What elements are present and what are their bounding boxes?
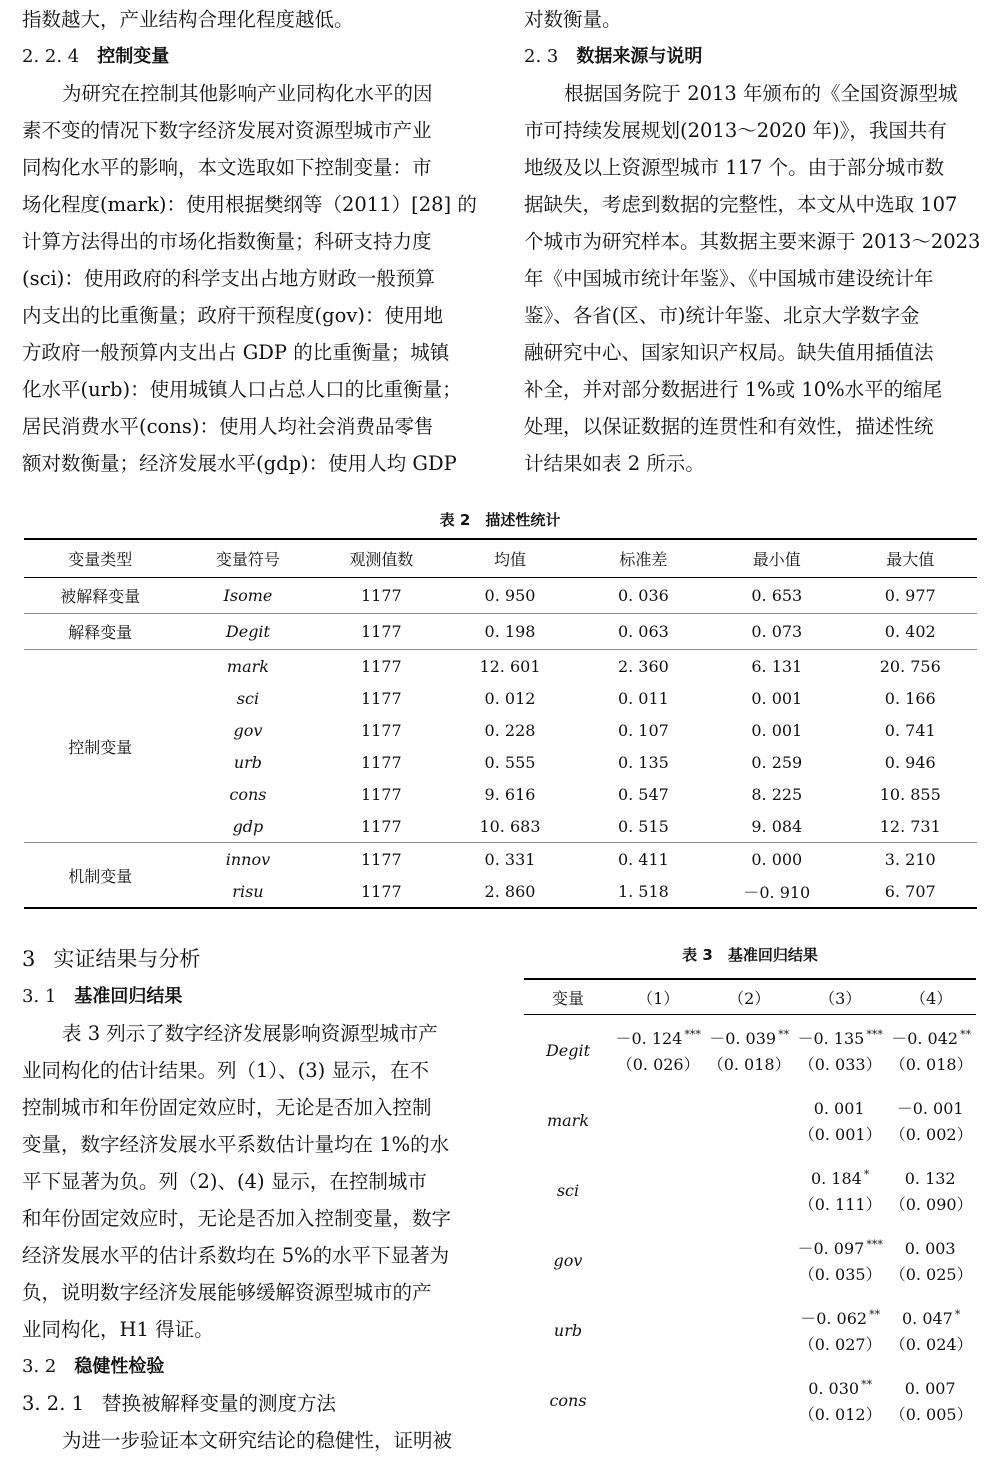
min-value: 0. 073 [710, 614, 843, 650]
coefficient: 0. 047 [901, 1309, 953, 1328]
variable-name: sci [556, 1180, 580, 1200]
section-heading-3-2-1 [22, 1385, 480, 1422]
heading-number: 3. 1 [22, 986, 57, 1007]
significance-stars: ** [778, 1028, 790, 1041]
mean-value: 0. 555 [484, 752, 536, 772]
heading-number: 3. 2 [22, 1356, 57, 1377]
column-header: 观测值数 [319, 539, 443, 578]
standard-error: （0. 033） [798, 1055, 882, 1074]
body-text-line: 对数衡量。 [524, 8, 622, 31]
obs-count: 1177 [319, 578, 443, 614]
variable-symbol: Isome [176, 578, 319, 614]
mean-value: 2. 860 [443, 875, 576, 908]
mean-value: 10. 683 [443, 810, 576, 843]
coef-cell [704, 1085, 794, 1155]
coef-cell [704, 1225, 794, 1295]
table-header-row [524, 979, 976, 1015]
paragraph-line: 计算方法得出的市场化指数衡量；科研支持力度 [22, 230, 432, 253]
paragraph-line: 场化程度(mark)：使用根据樊纲等（2011）[28] 的 [22, 193, 477, 216]
max-value: 10. 855 [879, 784, 941, 804]
coefficient: －0. 001 [896, 1099, 964, 1118]
std-value: 0. 515 [577, 810, 710, 843]
coefficient: －0. 039 [709, 1029, 777, 1048]
obs-count: 1177 [360, 752, 402, 772]
paragraph-line: 融研究中心、国家知识产权局。缺失值用插值法 [524, 341, 934, 364]
heading-text: 数据来源与说明 [576, 46, 703, 67]
paragraph-line: 居民消费水平(cons)：使用人均社会消费品零售 [22, 415, 434, 438]
std-value: 0. 107 [617, 720, 669, 740]
body-text-line: 指数越大，产业结构合理化程度越低。 [22, 8, 354, 31]
table-row [524, 1225, 976, 1295]
max-value: 3. 210 [884, 849, 936, 869]
paragraph-line: 年《中国城市统计年鉴》、《中国城市建设统计年 [524, 267, 934, 290]
section-heading-2-2-4 [22, 38, 480, 75]
variable-symbol: cons [229, 784, 267, 804]
paragraph-line: 额对数衡量；经济发展水平(gdp)：使用人均 GDP [22, 452, 457, 475]
paragraph-line: 平下显著为负。列（2)、(4) 显示，在控制城市 [22, 1170, 427, 1193]
mean-value: 0. 331 [484, 849, 536, 869]
table-row [524, 1085, 976, 1155]
coef-cell [612, 1155, 704, 1225]
max-value: 0. 977 [844, 578, 978, 614]
paragraph-line: 为研究在控制其他影响产业同构化水平的因 [62, 82, 433, 105]
paragraph-line: 经济发展水平的估计系数均在 5%的水平下显著为 [22, 1244, 450, 1267]
variable-name: urb [553, 1320, 583, 1340]
standard-error: （0. 025） [889, 1265, 973, 1284]
heading-number: 2. 3 [524, 46, 559, 67]
min-value: 9. 084 [710, 810, 843, 843]
heading-number: 3 [22, 947, 36, 971]
coef-cell [886, 1155, 976, 1225]
max-value: 12. 731 [844, 810, 978, 843]
paragraph-line: 鉴》、各省(区、市)统计年鉴、北京大学数字金 [524, 304, 920, 327]
column-header: 最大值 [844, 539, 978, 578]
coef-cell [794, 1155, 886, 1225]
coef-cell [886, 1365, 976, 1435]
standard-error: （0. 035） [798, 1265, 882, 1284]
variable-name: mark [546, 1110, 590, 1130]
paragraph-line: 同构化水平的影响，本文选取如下控制变量：市 [22, 156, 432, 179]
standard-error: （0. 018） [707, 1055, 791, 1074]
min-value: 0. 653 [710, 578, 843, 614]
paragraph-line: 内支出的比重衡量；政府干预程度(gov)：使用地 [22, 304, 443, 327]
coefficient: 0. 003 [904, 1239, 956, 1258]
standard-error: （0. 005） [889, 1405, 973, 1424]
paragraph-line: 变量，数字经济发展水平系数估计量均在 1%的水 [22, 1133, 450, 1156]
standard-error: （0. 012） [798, 1405, 882, 1424]
table-row [524, 1295, 976, 1365]
max-value: 6. 707 [844, 875, 978, 908]
min-value: 0. 001 [751, 688, 803, 708]
heading-text: 基准回归结果 [74, 986, 183, 1007]
heading-number: 3. 2. 1 [22, 1392, 85, 1415]
baseline-results-paragraph [22, 1015, 480, 1348]
section-heading-3-1 [22, 978, 480, 1015]
coefficient: －0. 135 [797, 1029, 865, 1048]
control-variables-paragraph [22, 75, 480, 482]
mean-value: 0. 198 [443, 614, 576, 650]
standard-error: （0. 111） [798, 1195, 882, 1214]
coef-cell [886, 1295, 976, 1365]
standard-error: （0. 002） [889, 1125, 973, 1144]
obs-count: 1177 [319, 810, 443, 843]
min-value: 0. 259 [751, 752, 803, 772]
table-row [24, 843, 977, 876]
coefficient: 0. 007 [904, 1379, 956, 1398]
column-header: （1） [612, 979, 704, 1015]
section-heading-3-2 [22, 1348, 480, 1385]
variable-name: cons [549, 1390, 587, 1410]
column-header: （3） [794, 979, 886, 1015]
coefficient: －0. 062 [800, 1309, 868, 1328]
significance-stars: *** [866, 1238, 883, 1251]
column-header: 变量类型 [24, 539, 176, 578]
coef-cell [612, 1295, 704, 1365]
coefficient: －0. 042 [891, 1029, 959, 1048]
coef-cell [612, 1225, 704, 1295]
heading-number: 2. 2. 4 [22, 46, 80, 67]
obs-count: 1177 [319, 614, 443, 650]
max-value: 20. 756 [879, 656, 941, 676]
standard-error: （0. 026） [616, 1055, 700, 1074]
variable-name: Degit [545, 1040, 591, 1060]
paragraph-line: 地级及以上资源型城市 117 个。由于部分城市数 [524, 156, 945, 179]
coef-cell [612, 1365, 704, 1435]
coefficient: 0. 184 [810, 1169, 862, 1188]
column-header: （2） [704, 979, 794, 1015]
variable-type: 控制变量 [24, 650, 176, 843]
paragraph-line: 据缺失，考虑到数据的完整性，本文从中选取 107 [524, 193, 958, 216]
mean-value: 0. 950 [443, 578, 576, 614]
heading-text: 控制变量 [97, 46, 170, 67]
coef-cell [612, 1085, 704, 1155]
section-heading-3 [22, 940, 480, 978]
std-value: 1. 518 [577, 875, 710, 908]
variable-symbol: gov [233, 720, 263, 740]
table-row [524, 1155, 976, 1225]
std-value: 0. 411 [617, 849, 669, 869]
paragraph-line: 表 3 列示了数字经济发展影响资源型城市产 [62, 1022, 438, 1045]
obs-count: 1177 [360, 656, 402, 676]
coef-cell [794, 1015, 886, 1086]
min-value: －0. 910 [710, 875, 843, 908]
paragraph-line: 处理，以保证数据的连贯性和有效性，描述性统 [524, 415, 934, 438]
std-value: 0. 135 [617, 752, 669, 772]
coefficient: 0. 001 [813, 1099, 865, 1118]
significance-stars: *** [684, 1028, 701, 1041]
significance-stars: * [863, 1168, 870, 1181]
std-value: 0. 036 [577, 578, 710, 614]
paragraph-line: 市可持续发展规划(2013～2020 年)》，我国共有 [524, 119, 947, 142]
max-value: 0. 402 [844, 614, 978, 650]
coef-cell [886, 1015, 976, 1086]
variable-symbol: sci [236, 688, 260, 708]
paragraph-line: 业同构化的估计结果。列（1）、(3) 显示，在不 [22, 1059, 429, 1082]
significance-stars: ** [869, 1308, 881, 1321]
std-value: 2. 360 [617, 656, 669, 676]
column-header: 变量符号 [176, 539, 319, 578]
variable-type: 被解释变量 [24, 578, 176, 614]
variable-symbol: urb [233, 752, 263, 772]
significance-stars: *** [866, 1028, 883, 1041]
significance-stars: * [954, 1308, 961, 1321]
coef-cell [794, 1085, 886, 1155]
baseline-regression-table [524, 978, 976, 1435]
coef-cell [612, 1015, 704, 1086]
standard-error: （0. 090） [889, 1195, 973, 1214]
coef-cell [704, 1155, 794, 1225]
mean-value: 9. 616 [484, 784, 536, 804]
paragraph-line: 根据国务院于 2013 年颁布的《全国资源型城 [564, 82, 958, 105]
max-value: 0. 166 [884, 688, 936, 708]
variable-symbol: innov [225, 849, 271, 869]
max-value: 0. 741 [884, 720, 936, 740]
table-row [24, 650, 977, 683]
heading-text: 替换被解释变量的测度方法 [102, 1392, 337, 1415]
paragraph-line: 和年份固定效应时，无论是否加入控制变量，数字 [22, 1207, 452, 1230]
section-heading-2-3 [524, 38, 980, 75]
std-value: 0. 063 [577, 614, 710, 650]
variable-symbol: risu [176, 875, 319, 908]
coefficient: 0. 132 [904, 1169, 956, 1188]
paragraph-line: 计结果如表 2 所示。 [524, 452, 705, 475]
coef-cell [704, 1365, 794, 1435]
variable-symbol: mark [226, 656, 269, 676]
variable-symbol: Degit [176, 614, 319, 650]
coefficient: －0. 124 [615, 1029, 683, 1048]
variable-symbol: gdp [176, 810, 319, 843]
coef-cell [704, 1015, 794, 1086]
standard-error: （0. 001） [798, 1125, 882, 1144]
paragraph-line: 化水平(urb)：使用城镇人口占总人口的比重衡量； [22, 378, 462, 401]
obs-count: 1177 [360, 784, 402, 804]
paragraph-line: (sci)：使用政府的科学支出占地方财政一般预算 [22, 267, 435, 290]
right-column-top [524, 1, 980, 482]
min-value: 6. 131 [751, 656, 803, 676]
paragraph-line: 素不变的情况下数字经济发展对资源型城市产业 [22, 119, 432, 142]
standard-error: （0. 018） [889, 1055, 973, 1074]
heading-text: 实证结果与分析 [53, 947, 201, 971]
coef-cell [886, 1225, 976, 1295]
variable-type: 机制变量 [24, 843, 176, 909]
coef-cell [886, 1085, 976, 1155]
table-row [524, 1015, 976, 1086]
table-row [24, 578, 977, 614]
obs-count: 1177 [360, 849, 402, 869]
left-column-top [22, 1, 480, 482]
paragraph-line: 业同构化，H1 得证。 [22, 1318, 214, 1341]
column-header: （4） [886, 979, 976, 1015]
variable-type: 解释变量 [24, 614, 176, 650]
paragraph-line: 个城市为研究样本。其数据主要来源于 2013～2023 [524, 230, 980, 253]
paragraph-line: 控制城市和年份固定效应时，无论是否加入控制 [22, 1096, 432, 1119]
paragraph-line: 方政府一般预算内支出占 GDP 的比重衡量；城镇 [22, 341, 450, 364]
coefficient: 0. 030 [808, 1379, 860, 1398]
obs-count: 1177 [319, 875, 443, 908]
mean-value: 12. 601 [479, 656, 541, 676]
mean-value: 0. 012 [484, 688, 536, 708]
significance-stars: ** [861, 1378, 873, 1391]
standard-error: （0. 024） [889, 1335, 973, 1354]
std-value: 0. 011 [617, 688, 669, 708]
paragraph-line: 为进一步验证本文研究结论的稳健性，证明被 [62, 1429, 453, 1452]
coef-cell [794, 1295, 886, 1365]
column-header: 均值 [443, 539, 576, 578]
variable-name: gov [553, 1250, 583, 1270]
table-row [524, 1365, 976, 1435]
paragraph-line: 负，说明数字经济发展能够缓解资源型城市的产 [22, 1281, 432, 1304]
standard-error: （0. 027） [798, 1335, 882, 1354]
coef-cell [704, 1295, 794, 1365]
paragraph-line: 补全，并对部分数据进行 1%或 10%水平的缩尾 [524, 378, 943, 401]
table-row [24, 614, 977, 650]
mean-value: 0. 228 [484, 720, 536, 740]
heading-text: 稳健性检验 [74, 1356, 165, 1377]
left-column-bottom [22, 940, 480, 1459]
significance-stars: ** [960, 1028, 972, 1041]
table3-caption: 表 3 基准回归结果 [682, 946, 818, 964]
max-value: 0. 946 [884, 752, 936, 772]
descriptive-statistics-table [24, 538, 977, 909]
coef-cell [794, 1225, 886, 1295]
column-header: 变量 [524, 979, 612, 1015]
std-value: 0. 547 [617, 784, 669, 804]
min-value: 0. 001 [751, 720, 803, 740]
table2-caption: 表 2 描述性统计 [439, 511, 561, 529]
obs-count: 1177 [360, 688, 402, 708]
coefficient: －0. 097 [797, 1239, 865, 1258]
column-header: 标准差 [577, 539, 710, 578]
column-header: 最小值 [710, 539, 843, 578]
table-header-row [24, 539, 977, 578]
min-value: 8. 225 [751, 784, 803, 804]
coef-cell [794, 1365, 886, 1435]
data-source-paragraph [524, 75, 980, 482]
min-value: 0. 000 [751, 849, 803, 869]
obs-count: 1177 [360, 720, 402, 740]
